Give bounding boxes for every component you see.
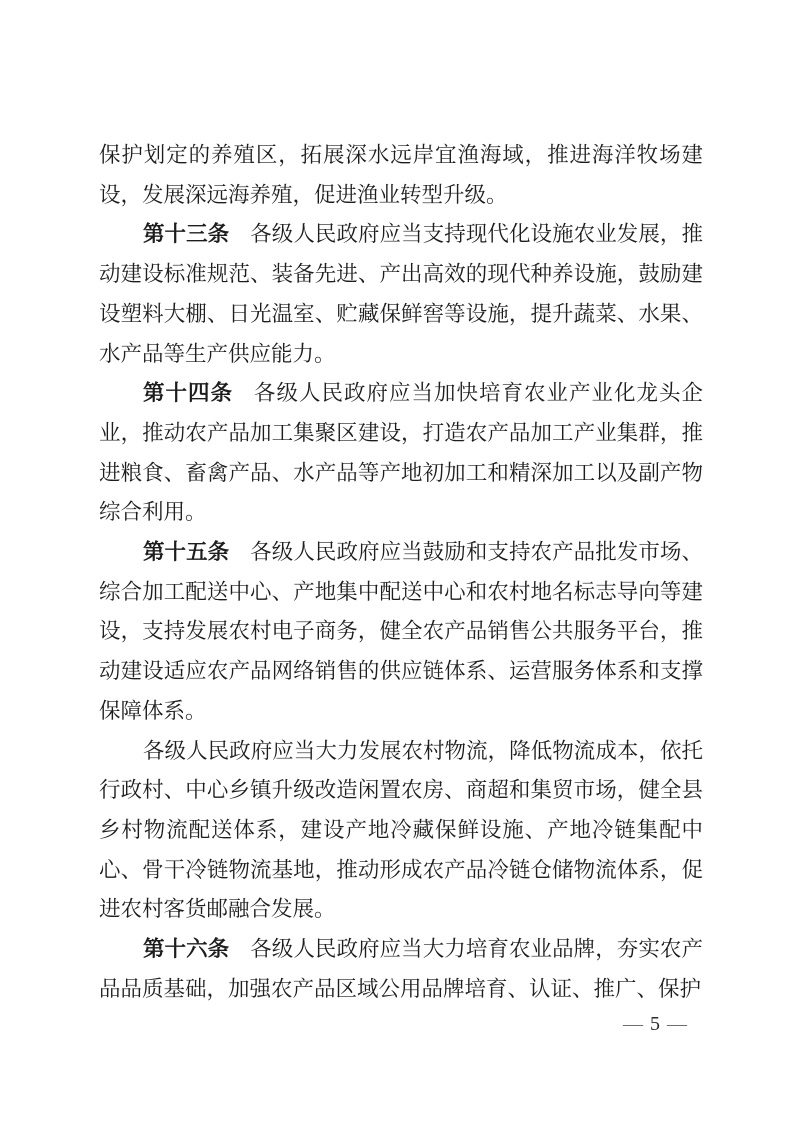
article-16-label: 第十六条 [143,937,230,962]
paragraph-article-13 [99,215,703,374]
article-14-label: 第十四条 [143,381,233,406]
paragraph-text: 各级人民政府应当鼓励和支持农产品批发市场、综合加工配送中心、产地集中配送中心和农村地名标志导向等建设，支持发展农村电子商务，健全农产品销售公共服务平台，推动建设适应农产品网络销售的供应链体系、运营服务体系和支撑保障体系。 [99,540,703,723]
paragraph-rural-logistics [99,732,703,931]
paragraph-text: 各级人民政府应当大力发展农村物流，降低物流成本，依托行政村、中心乡镇升级改造闲置农房、商超和集贸市场，健全县乡村物流配送体系，建设产地冷藏保鲜设施、产地冷链集配中心、骨干冷链物流基地，推动形成农产品冷链仓储物流体系，促进农村客货邮融合发展。 [99,738,703,922]
paragraph-article-15 [99,533,703,732]
article-15-label: 第十五条 [143,540,230,565]
paragraph-text: 各级人民政府应当支持现代化设施农业发展，推动建设标准规范、装备先进、产出高效的现代种养设施，鼓励建设塑料大棚、日光温室、贮藏保鲜窖等设施，提升蔬菜、水果、水产品等生产供应能力。 [99,222,703,366]
paragraph-text: 各级人民政府应当加快培育农业产业化龙头企业，推动农产品加工集聚区建设，打造农产品加工产业集群，推进粮食、畜禽产品、水产品等产地初加工和精深加工以及副产物综合利用。 [99,381,703,525]
article-13-label: 第十三条 [143,222,230,247]
paragraph-continuation [99,136,703,215]
paragraph-text: 各级人民政府应当大力培育农业品牌，夯实农产品品质基础，加强农产品区域公用品牌培育、认证、推广、保护 [99,937,703,1001]
paragraph-article-14 [99,374,703,533]
page-number-value: 5 [650,1013,661,1035]
document-body [99,136,703,1009]
page-number-dash-right: — [667,1013,688,1035]
paragraph-text: 保护划定的养殖区，拓展深水远岸宜渔海域，推进海洋牧场建设，发展深远海养殖，促进渔业转型升级。 [99,143,703,207]
paragraph-article-16 [99,930,703,1009]
page-number-dash-left: — [623,1013,644,1035]
page-number [617,1013,694,1036]
